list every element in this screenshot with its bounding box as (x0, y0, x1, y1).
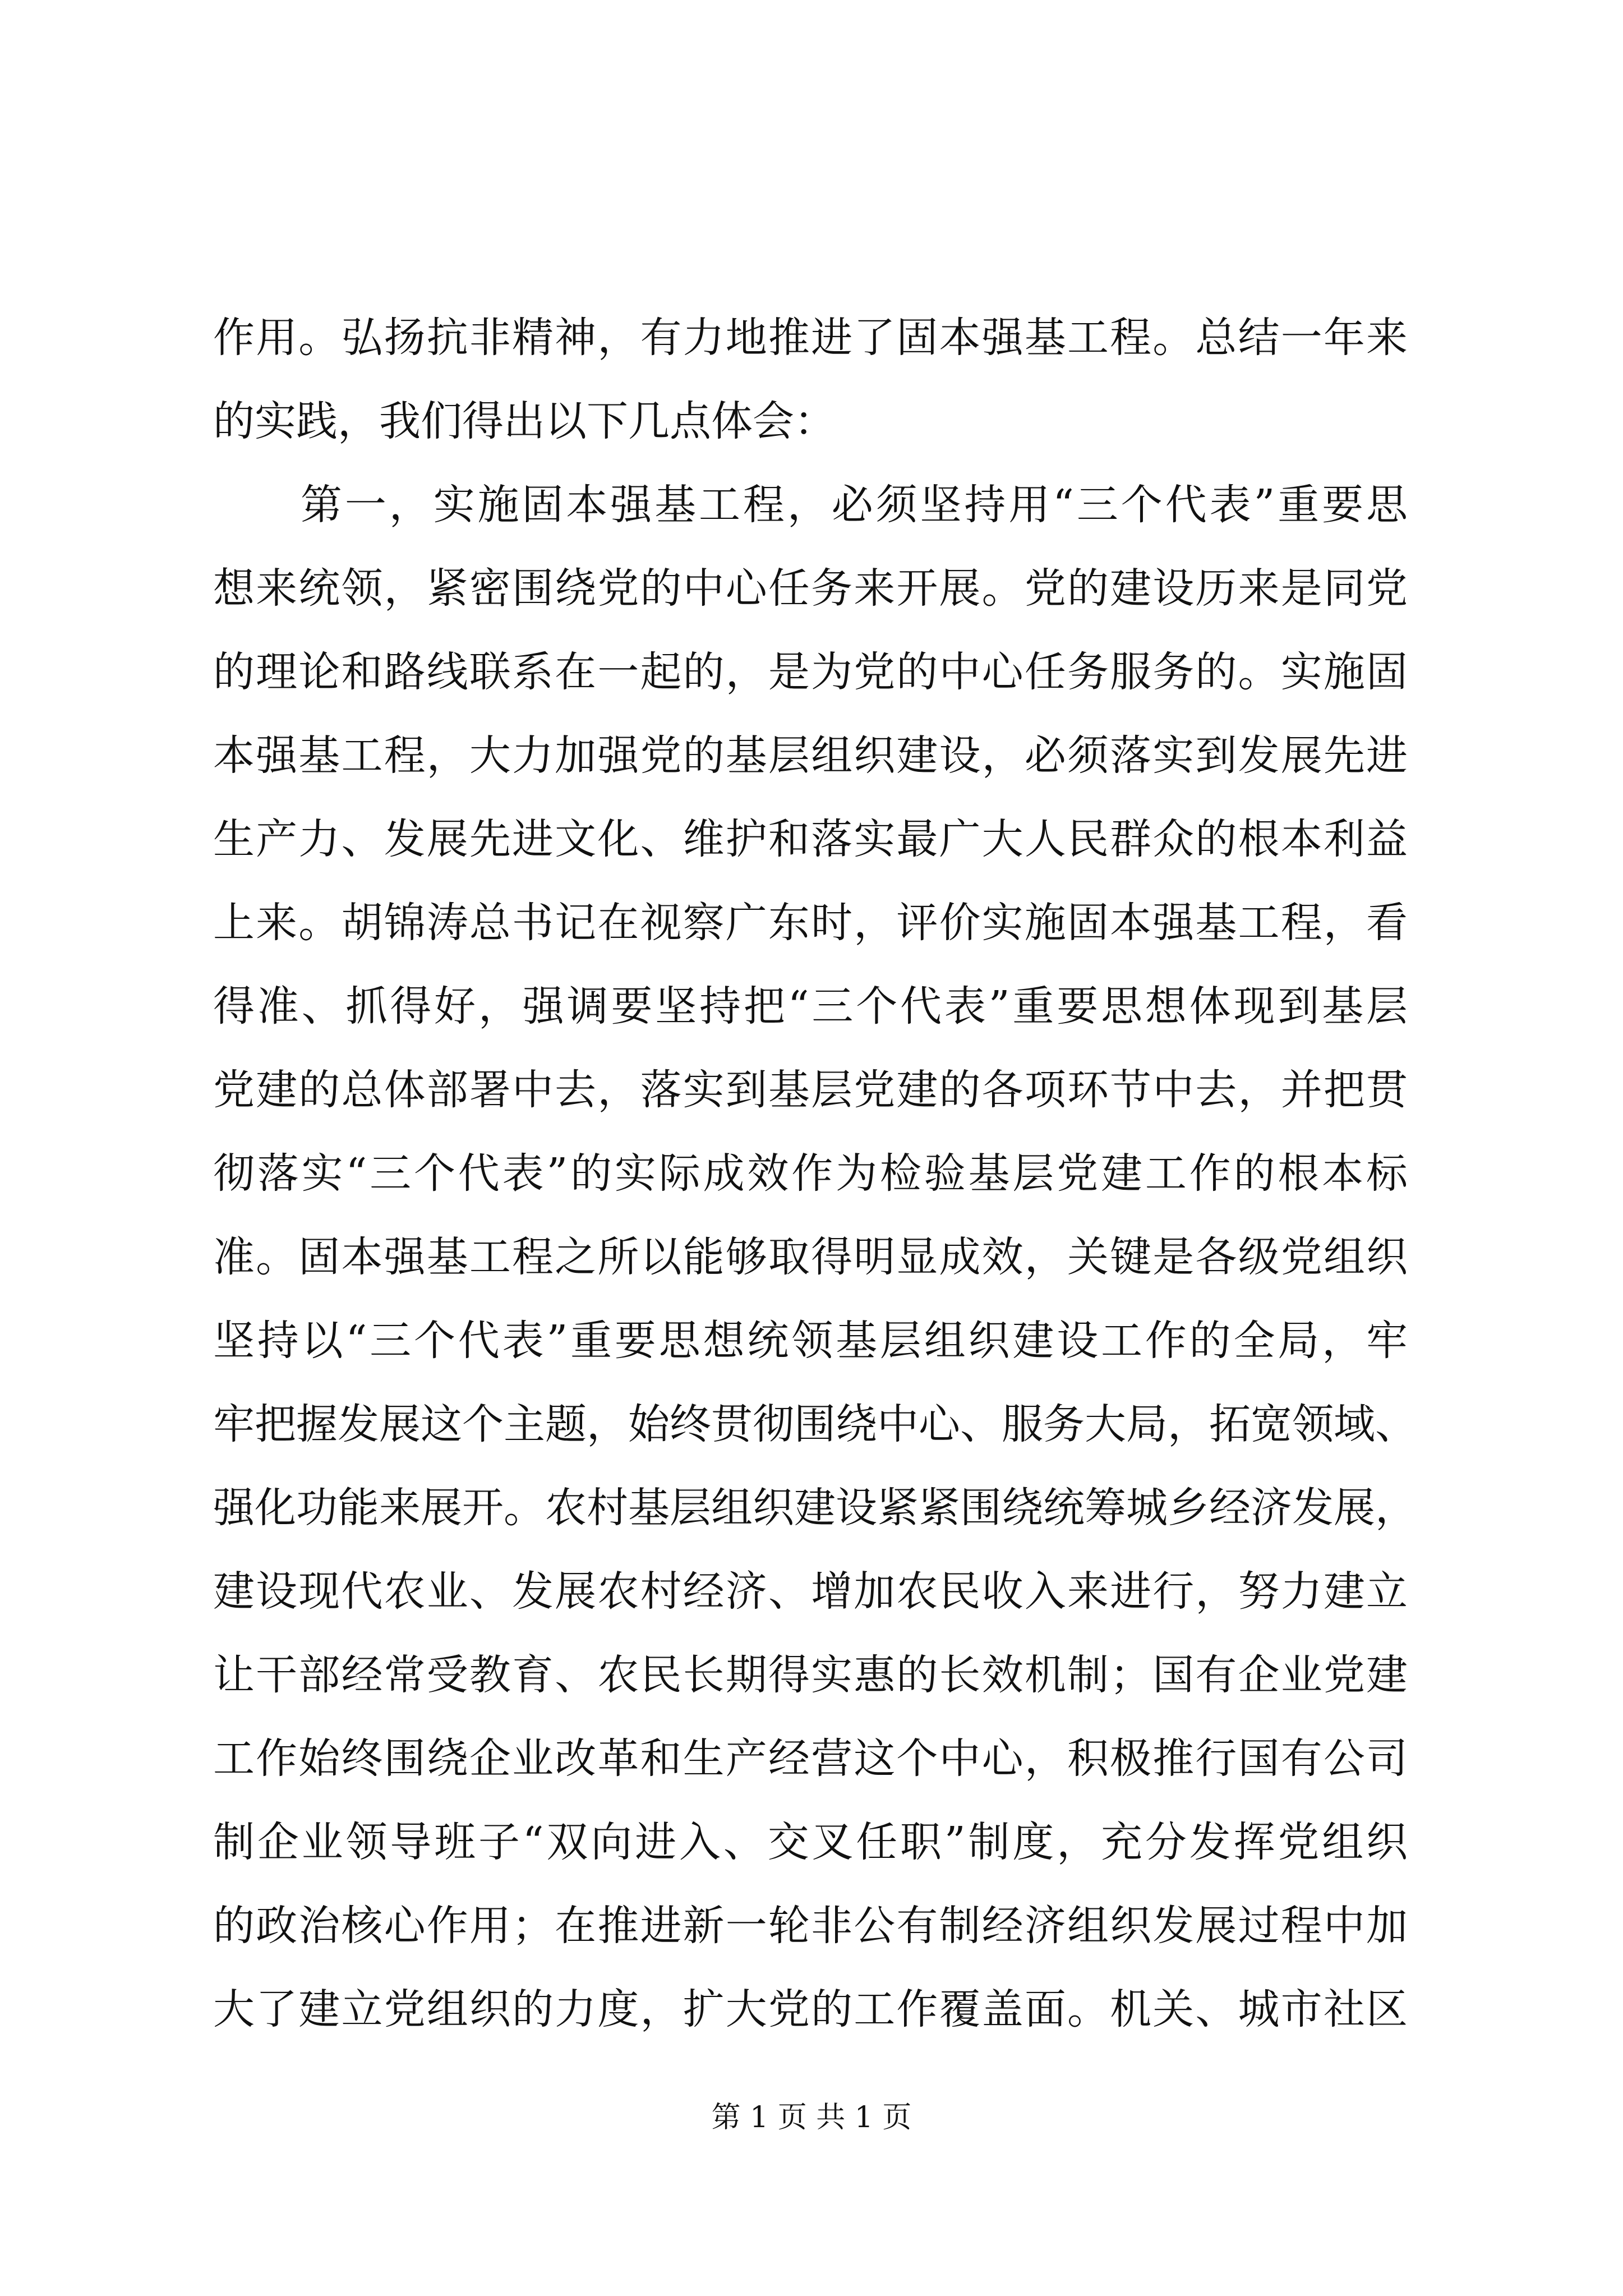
page-footer (0, 2098, 1623, 2137)
text-line: 的实践，我们得出以下几点体会： (213, 397, 836, 445)
text-line: 牢把握发展这个主题，始终贯彻围绕中心、服务大局，拓宽领域、 (213, 1400, 1417, 1448)
text-line: 党建的总体部署中去，落实到基层党建的各项环节中去，并把贯 (213, 1066, 1408, 1114)
text-line: 准。固本强基工程之所以能够取得明显成效，关键是各级党组织 (213, 1233, 1408, 1281)
text-line: 工作始终围绕企业改革和生产经营这个中心，积极推行国有公司 (213, 1734, 1408, 1783)
text-line: 让干部经常受教育、农民长期得实惠的长效机制；国有企业党建 (213, 1651, 1408, 1699)
text-line: 本强基工程，大力加强党的基层组织建设，必须落实到发展先进 (213, 731, 1408, 780)
text-line: 制企业领导班子“双向进入、交叉任职”制度，充分发挥党组织 (213, 1818, 1408, 1866)
text-line: 坚持以“三个代表”重要思想统领基层组织建设工作的全局，牢 (213, 1317, 1408, 1365)
text-line: 上来。胡锦涛总书记在视察广东时，评价实施固本强基工程，看 (213, 899, 1408, 947)
text-line: 作用。弘扬抗非精神，有力地推进了固本强基工程。总结一年来 (213, 314, 1408, 362)
document-body (213, 296, 1417, 2051)
text-line: 生产力、发展先进文化、维护和落实最广大人民群众的根本利益 (213, 815, 1408, 863)
text-line: 想来统领，紧密围绕党的中心任务来开展。党的建设历来是同党 (213, 564, 1408, 613)
page-number-label: 第 1 页 共 1 页 (711, 2101, 912, 2134)
text-line: 的政治核心作用；在推进新一轮非公有制经济组织发展过程中加 (213, 1902, 1408, 1950)
text-line: 强化功能来展开。农村基层组织建设紧紧围绕统筹城乡经济发展， (213, 1484, 1417, 1532)
text-line: 大了建立党组织的力度，扩大党的工作覆盖面。机关、城市社区 (213, 1985, 1408, 2033)
text-line: 第一，实施固本强基工程，必须坚持用“三个代表”重要思 (301, 481, 1408, 529)
text-line: 的理论和路线联系在一起的，是为党的中心任务服务的。实施固 (213, 648, 1408, 696)
text-line: 得准、抓得好，强调要坚持把“三个代表”重要思想体现到基层 (213, 982, 1408, 1030)
text-line: 彻落实“三个代表”的实际成效作为检验基层党建工作的根本标 (213, 1149, 1408, 1198)
text-line: 建设现代农业、发展农村经济、增加农民收入来进行，努力建立 (213, 1567, 1408, 1616)
